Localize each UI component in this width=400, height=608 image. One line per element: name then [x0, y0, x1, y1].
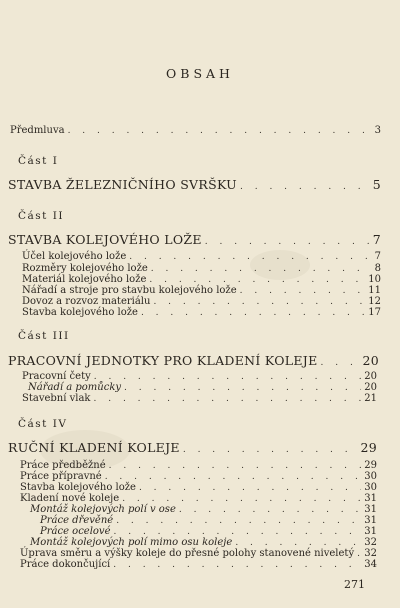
dot-leader	[149, 275, 365, 285]
dot-leader	[94, 394, 362, 404]
dot-leader	[94, 372, 362, 382]
toc-entry-title: Stavba kolejového lože	[20, 482, 136, 493]
dot-leader	[235, 538, 361, 548]
toc-page-number: 11	[368, 285, 381, 296]
part-label: Část IV	[18, 418, 68, 430]
toc-entry-title: Práce dokončující	[20, 559, 111, 570]
toc-entry	[20, 471, 377, 482]
toc-entry	[30, 537, 377, 548]
toc-entry-title: Montáž kolejových polí mimo osu koleje	[30, 537, 233, 548]
toc-entry	[22, 296, 381, 307]
toc-entry-title: Úprava směru a výšky koleje do přesné polohy stanovené niveletý	[20, 548, 355, 559]
dot-leader	[179, 505, 361, 515]
toc-entry	[22, 263, 381, 274]
toc-page-number: 7	[372, 232, 381, 247]
toc-entry	[22, 251, 381, 262]
toc-page-number: 10	[368, 274, 381, 285]
toc-page-number: 29	[364, 460, 377, 471]
dot-leader	[205, 237, 370, 247]
toc-entry	[20, 482, 377, 493]
toc-entry-title: Nářadí a stroje pro stavbu kolejového lože	[22, 285, 237, 296]
toc-entry-title: STAVBA KOLEJOVÉHO LOŽE	[8, 232, 202, 247]
toc-entry-title: Práce přípravné	[20, 471, 102, 482]
dot-leader	[321, 358, 360, 368]
toc-page-number: 29	[360, 440, 377, 455]
toc-entry	[20, 559, 377, 570]
toc-entry	[40, 515, 377, 526]
toc-heading	[8, 353, 379, 368]
toc-entry-title: Kladení nové koleje	[20, 493, 120, 504]
dot-leader	[153, 297, 365, 307]
dot-leader	[139, 483, 361, 493]
toc-entry-title: Montáž kolejových polí v ose	[30, 504, 176, 515]
toc-page-number: 34	[364, 559, 377, 570]
toc-heading	[8, 440, 377, 455]
toc-page-number: 20	[362, 353, 379, 368]
toc-entry-title: Pracovní čety	[22, 371, 91, 382]
dot-leader	[240, 182, 370, 192]
toc-entry	[20, 460, 377, 471]
toc-entry-title: STAVBA ŽELEZNIČNÍHO SVRŠKU	[8, 177, 237, 192]
toc-entry	[22, 307, 381, 318]
toc-entry	[20, 493, 377, 504]
toc-entry-title: Stavební vlak	[22, 393, 91, 404]
part-label: Část II	[18, 210, 65, 222]
toc-heading	[8, 177, 381, 192]
part-label: Část I	[18, 155, 59, 167]
toc-entry-title: Stavba kolejového lože	[22, 307, 138, 318]
toc-entry-title: Práce ocelové	[40, 526, 111, 537]
page-title: OBSAH	[166, 66, 234, 81]
toc-page-number: 31	[364, 493, 377, 504]
toc-entry	[10, 125, 381, 136]
dot-leader	[151, 264, 372, 274]
toc-entry	[20, 548, 377, 559]
toc-entry	[22, 371, 377, 382]
toc-page-number: 30	[364, 471, 377, 482]
dot-leader	[68, 126, 372, 136]
toc-page-number: 8	[374, 263, 381, 274]
page-number: 271	[344, 578, 365, 591]
dot-leader	[240, 286, 366, 296]
toc-page-number: 5	[372, 177, 381, 192]
toc-page-number: 20	[364, 382, 377, 393]
dot-leader	[129, 252, 371, 262]
toc-entry	[22, 274, 381, 285]
part-label: Část III	[18, 330, 70, 342]
toc-entry	[22, 393, 377, 404]
dot-leader	[109, 461, 362, 471]
toc-entry-title: Rozměry kolejového lože	[22, 263, 148, 274]
toc-page-number: 20	[364, 371, 377, 382]
toc-entry-title: Práce předběžné	[20, 460, 106, 471]
toc-entry-title: Práce dřevěné	[40, 515, 114, 526]
toc-page-number: 3	[374, 125, 381, 136]
toc-page-number: 21	[364, 393, 377, 404]
toc-page-number: 7	[374, 251, 381, 262]
toc-entry-title: PRACOVNÍ JEDNOTKY PRO KLADENÍ KOLEJE	[8, 353, 318, 368]
dot-leader	[357, 549, 361, 559]
dot-leader	[113, 560, 361, 570]
toc-page-number: 17	[368, 307, 381, 318]
toc-entry-title: RUČNÍ KLADENÍ KOLEJE	[8, 440, 180, 455]
dot-leader	[124, 383, 361, 393]
dot-leader	[141, 308, 365, 318]
dot-leader	[183, 445, 358, 455]
toc-heading	[8, 232, 381, 247]
toc-entry	[30, 504, 377, 515]
dot-leader	[116, 516, 361, 526]
toc-page-number: 32	[364, 548, 377, 559]
dot-leader	[122, 494, 361, 504]
toc-page-number: 31	[364, 504, 377, 515]
toc-entry	[28, 382, 377, 393]
toc-entry-title: Dovoz a rozvoz materiálu	[22, 296, 151, 307]
toc-entry	[40, 526, 377, 537]
toc-page-number: 32	[364, 537, 377, 548]
toc-page-number: 31	[364, 515, 377, 526]
toc-entry-title: Nářadí a pomůcky	[28, 382, 122, 393]
toc-entry	[22, 285, 381, 296]
toc-page-number: 30	[364, 482, 377, 493]
dot-leader	[105, 472, 362, 482]
toc-entry-title: Materiál kolejového lože	[22, 274, 147, 285]
toc-page-number: 12	[368, 296, 381, 307]
toc-entry-title: Účel kolejového lože	[22, 251, 127, 262]
toc-entry-title: Předmluva	[10, 125, 65, 136]
dot-leader	[114, 527, 362, 537]
toc-page-number: 31	[364, 526, 377, 537]
